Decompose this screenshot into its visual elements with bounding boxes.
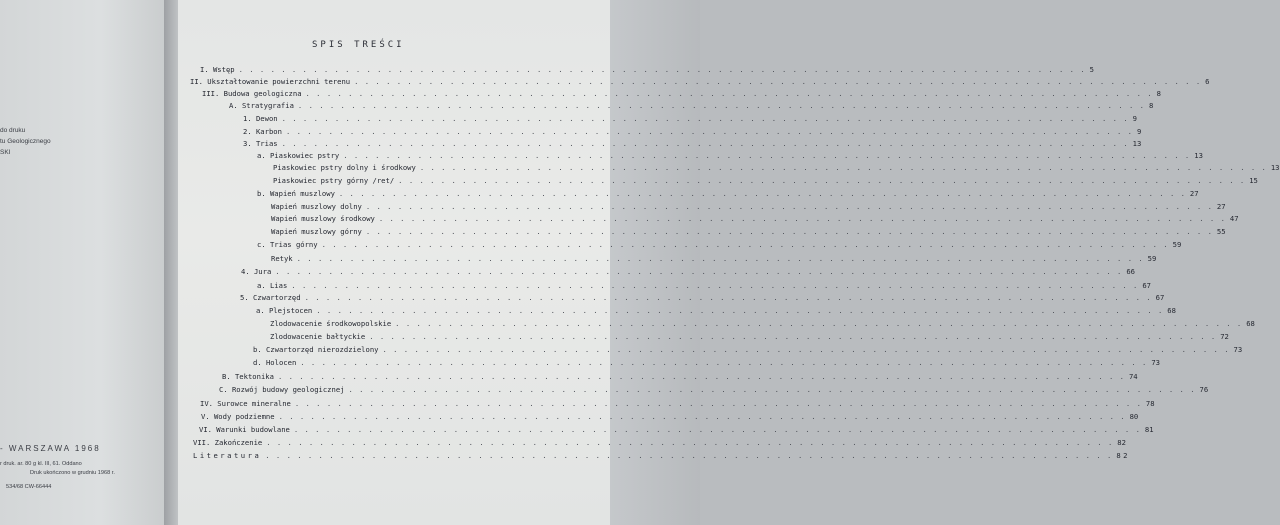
imprint-line-3: 534/68 CW-66444 [6, 484, 52, 490]
toc-entry-label: a. Lias [257, 281, 288, 290]
toc-leader-dots: . . . . . . . . . . . . . . . . . . . . . . . . . . . . . . . . . . . . . . . . . . . . . . . . . . . . . . . . . . . . . . . . . . . . . . . . . . . . . . . . [238, 65, 1086, 74]
toc-entry [243, 126, 1142, 138]
toc-entry-label: Retyk [271, 254, 293, 263]
toc-entry-page: 8 [1148, 101, 1154, 110]
toc-leader-dots: . . . . . . . . . . . . . . . . . . . . . . . . . . . . . . . . . . . . . . . . . . . . . . . . . . . . . . . . . . . . . . . . . . . . . . . . . . . . . . . . [395, 319, 1243, 328]
toc-entry [271, 226, 1226, 238]
toc-leader-dots: . . . . . . . . . . . . . . . . . . . . . . . . . . . . . . . . . . . . . . . . . . . . . . . . . . . . . . . . . . . . . . . . . . . . . . . . . . . . . . . . [277, 372, 1125, 381]
toc-entry-page: 81 [1144, 425, 1154, 434]
toc-entry [200, 64, 1094, 76]
toc-entry-label: 2. Karbon [243, 127, 282, 136]
toc-leader-dots: . . . . . . . . . . . . . . . . . . . . . . . . . . . . . . . . . . . . . . . . . . . . . . . . . . . . . . . . . . . . . . . . . . . . . . . . . . . . . . . . [398, 176, 1246, 185]
toc-leader-dots: . . . . . . . . . . . . . . . . . . . . . . . . . . . . . . . . . . . . . . . . . . . . . . . . . . . . . . . . . . . . . . . . . . . . . . . . . . . . . . . . [294, 399, 1142, 408]
toc-entry [222, 371, 1138, 383]
toc-entry [257, 188, 1199, 200]
toc-entry-page: 27 [1216, 202, 1226, 211]
toc-entry-page: 9 [1132, 114, 1137, 123]
toc-entry-label: II. Ukształtowanie powierzchni terenu [190, 77, 351, 86]
toc-entry-page: 8 [1156, 89, 1161, 98]
toc-entry-label: a. Piaskowiec pstry [257, 151, 340, 160]
toc-entry-label: C. Rozwój budowy geologicznej [219, 385, 345, 394]
toc-entry-label: VI. Warunki budowlane [199, 425, 290, 434]
toc-entry [241, 266, 1135, 278]
toc-entry-label: III. Budowa geologiczna [202, 89, 302, 98]
toc-entry [243, 113, 1137, 125]
toc-entry [253, 344, 1243, 356]
toc-leader-dots: . . . . . . . . . . . . . . . . . . . . . . . . . . . . . . . . . . . . . . . . . . . . . . . . . . . . . . . . . . . . . . . . . . . . . . . . . . . . . . . . [300, 358, 1148, 367]
toc-leader-dots: . . . . . . . . . . . . . . . . . . . . . . . . . . . . . . . . . . . . . . . . . . . . . . . . . . . . . . . . . . . . . . . . . . . . . . . . . . . . . . . . [265, 451, 1113, 460]
toc-entry [273, 175, 1258, 187]
toc-entry-label: Wapień muszlowy dolny [271, 202, 362, 211]
toc-entry-label: c. Trias górny [257, 240, 318, 249]
imprint-line-1: r druk. ar. 80 g kl. III, 61. Oddano [0, 461, 82, 467]
toc-entry [199, 424, 1154, 436]
toc-entry-page: 13 [1132, 139, 1142, 148]
toc-leader-dots: . . . . . . . . . . . . . . . . . . . . . . . . . . . . . . . . . . . . . . . . . . . . . . . . . . . . . . . . . . . . . . . . . . . . . . . . . . . . . . . . [338, 189, 1186, 198]
toc-entry-label: a. Plejstocen [256, 306, 313, 315]
toc-leader-dots: . . . . . . . . . . . . . . . . . . . . . . . . . . . . . . . . . . . . . . . . . . . . . . . . . . . . . . . . . . . . . . . . . . . . . . . . . . . . . . . . [281, 139, 1129, 148]
toc-leader-dots: . . . . . . . . . . . . . . . . . . . . . . . . . . . . . . . . . . . . . . . . . . . . . . . . . . . . . . . . . . . . . . . . . . . . . . . . . . . . . . . . [419, 163, 1267, 172]
toc-leader-dots: . . . . . . . . . . . . . . . . . . . . . . . . . . . . . . . . . . . . . . . . . . . . . . . . . . . . . . . . . . . . . . . . . . . . . . . . . . . . . . . . [285, 127, 1133, 136]
toc-leader-dots: . . . . . . . . . . . . . . . . . . . . . . . . . . . . . . . . . . . . . . . . . . . . . . . . . . . . . . . . . . . . . . . . . . . . . . . . . . . . . . . . [291, 281, 1139, 290]
toc-leader-dots: . . . . . . . . . . . . . . . . . . . . . . . . . . . . . . . . . . . . . . . . . . . . . . . . . . . . . . . . . . . . . . . . . . . . . . . . . . . . . . . . [348, 385, 1196, 394]
toc-entry-page: 72 [1220, 332, 1229, 341]
toc-entry [271, 213, 1239, 225]
toc-entry [229, 100, 1154, 112]
toc-entry-label: Zlodowacenie bałtyckie [270, 332, 366, 341]
toc-leader-dots: . . . . . . . . . . . . . . . . . . . . . . . . . . . . . . . . . . . . . . . . . . . . . . . . . . . . . . . . . . . . . . . . . . . . . . . . . . . . . . . . [293, 425, 1141, 434]
toc-leader-dots: . . . . . . . . . . . . . . . . . . . . . . . . . . . . . . . . . . . . . . . . . . . . . . . . . . . . . . . . . . . . . . . . . . . . . . . . . . . . . . . . [275, 267, 1123, 276]
toc-entry [240, 292, 1165, 304]
toc-entry-page: 6 [1205, 77, 1210, 86]
toc-entry [193, 437, 1126, 449]
toc-entry-label: 5. Czwartorzęd [240, 293, 301, 302]
toc-entry-label: Wapień muszlowy środkowy [271, 214, 375, 223]
toc-entry-label: 3. Trias [243, 139, 278, 148]
toc-entry-page: 55 [1216, 227, 1226, 236]
toc-entry [190, 76, 1210, 88]
toc-entry [273, 162, 1280, 174]
toc-entry-page: 59 [1172, 240, 1182, 249]
toc-entry-label: Wapień muszlowy górny [271, 227, 362, 236]
toc-entry [271, 201, 1226, 213]
toc-entry-label: Piaskowiec pstry górny /ret/ [273, 176, 395, 185]
toc-entry-page: 78 [1145, 399, 1155, 408]
toc-entry-label: Piaskowiec pstry dolny i środkowy [273, 163, 416, 172]
toc-entry-page: 67 [1155, 293, 1165, 302]
toc-leader-dots: . . . . . . . . . . . . . . . . . . . . . . . . . . . . . . . . . . . . . . . . . . . . . . . . . . . . . . . . . . . . . . . . . . . . . . . . . . . . . . . . [382, 345, 1230, 354]
toc-entry-label: A. Stratygrafia [229, 101, 294, 110]
toc-entry-page: 68 [1167, 306, 1176, 315]
toc-leader-dots: . . . . . . . . . . . . . . . . . . . . . . . . . . . . . . . . . . . . . . . . . . . . . . . . . . . . . . . . . . . . . . . . . . . . . . . . . . . . . . . . [304, 293, 1152, 302]
toc-entry [271, 253, 1157, 265]
toc-entry-page: 68 [1246, 319, 1255, 328]
toc-entry-label: Zlodowacenie środkowopolskie [270, 319, 392, 328]
toc-entry [270, 331, 1229, 343]
toc-leader-dots: . . . . . . . . . . . . . . . . . . . . . . . . . . . . . . . . . . . . . . . . . . . . . . . . . . . . . . . . . . . . . . . . . . . . . . . . . . . . . . . . [305, 89, 1153, 98]
toc-leader-dots: . . . . . . . . . . . . . . . . . . . . . . . . . . . . . . . . . . . . . . . . . . . . . . . . . . . . . . . . . . . . . . . . . . . . . . . . . . . . . . . . [354, 77, 1202, 86]
toc-entry-page: 73 [1151, 358, 1160, 367]
toc-entry-page: 47 [1229, 214, 1239, 223]
toc-entry [243, 138, 1142, 150]
toc-entry-page: 9 [1136, 127, 1142, 136]
toc-entry-label: IV. Surowce mineralne [200, 399, 291, 408]
toc-leader-dots: . . . . . . . . . . . . . . . . . . . . . . . . . . . . . . . . . . . . . . . . . . . . . . . . . . . . . . . . . . . . . . . . . . . . . . . . . . . . . . . . [297, 101, 1145, 110]
toc-entry-label: b. Czwartorzęd nierozdzielony [253, 345, 379, 354]
toc-entry [201, 411, 1139, 423]
left-page [0, 0, 168, 525]
toc-leader-dots: . . . . . . . . . . . . . . . . . . . . . . . . . . . . . . . . . . . . . . . . . . . . . . . . . . . . . . . . . . . . . . . . . . . . . . . . . . . . . . . . [281, 114, 1129, 123]
toc-entry [219, 384, 1209, 396]
toc-entry-page: 27 [1189, 189, 1199, 198]
imprint-line-2: Druk ukończono w grudniu 1968 r. [30, 470, 115, 476]
toc-entry-page: 67 [1142, 281, 1151, 290]
toc-entry [202, 88, 1161, 100]
toc-entry-label: 1. Dewon [243, 114, 278, 123]
toc-entry [257, 280, 1151, 292]
toc-entry-page: 59 [1147, 254, 1157, 263]
toc-entry-page: 73 [1233, 345, 1243, 354]
toc-entry-label: b. Wapień muszlowy [257, 189, 335, 198]
toc-entry-label: d. Holocen [253, 358, 297, 367]
toc-entry-label: B. Tektonika [222, 372, 274, 381]
toc-entry-page: 82 [1117, 438, 1126, 447]
toc-entry-page: 13 [1270, 163, 1280, 172]
toc-leader-dots: . . . . . . . . . . . . . . . . . . . . . . . . . . . . . . . . . . . . . . . . . . . . . . . . . . . . . . . . . . . . . . . . . . . . . . . . . . . . . . . . [378, 214, 1226, 223]
toc-entry-label: I. Wstęp [200, 65, 235, 74]
toc-entry-page: 74 [1128, 372, 1138, 381]
toc-leader-dots: . . . . . . . . . . . . . . . . . . . . . . . . . . . . . . . . . . . . . . . . . . . . . . . . . . . . . . . . . . . . . . . . . . . . . . . . . . . . . . . . [296, 254, 1144, 263]
toc-leader-dots: . . . . . . . . . . . . . . . . . . . . . . . . . . . . . . . . . . . . . . . . . . . . . . . . . . . . . . . . . . . . . . . . . . . . . . . . . . . . . . . . [365, 227, 1213, 236]
left-note-1: do druku [0, 127, 26, 134]
toc-entry-page: 82 [1116, 451, 1130, 460]
toc-leader-dots: . . . . . . . . . . . . . . . . . . . . . . . . . . . . . . . . . . . . . . . . . . . . . . . . . . . . . . . . . . . . . . . . . . . . . . . . . . . . . . . . [365, 202, 1213, 211]
toc-title: SPIS TREŚCI [312, 40, 405, 50]
toc-entry [193, 450, 1130, 462]
toc-entry [257, 150, 1203, 162]
toc-entry-label: Literatura [193, 451, 262, 460]
toc-entry [270, 318, 1255, 330]
toc-entry-label: 4. Jura [241, 267, 272, 276]
left-note-3: SKI [0, 149, 11, 156]
toc-entry-label: VII. Zakończenie [193, 438, 263, 447]
toc-entry-page: 66 [1126, 267, 1135, 276]
toc-entry-page: 5 [1089, 65, 1094, 74]
left-note-2: tu Geologicznego [0, 138, 51, 145]
toc-entry-page: 80 [1129, 412, 1139, 421]
toc-entry [200, 398, 1155, 410]
toc-leader-dots: . . . . . . . . . . . . . . . . . . . . . . . . . . . . . . . . . . . . . . . . . . . . . . . . . . . . . . . . . . . . . . . . . . . . . . . . . . . . . . . . [369, 332, 1217, 341]
toc-leader-dots: . . . . . . . . . . . . . . . . . . . . . . . . . . . . . . . . . . . . . . . . . . . . . . . . . . . . . . . . . . . . . . . . . . . . . . . . . . . . . . . . [321, 240, 1169, 249]
toc-entry-page: 15 [1249, 176, 1258, 185]
toc-leader-dots: . . . . . . . . . . . . . . . . . . . . . . . . . . . . . . . . . . . . . . . . . . . . . . . . . . . . . . . . . . . . . . . . . . . . . . . . . . . . . . . . [316, 306, 1164, 315]
toc-entry-page: 13 [1194, 151, 1203, 160]
toc-leader-dots: . . . . . . . . . . . . . . . . . . . . . . . . . . . . . . . . . . . . . . . . . . . . . . . . . . . . . . . . . . . . . . . . . . . . . . . . . . . . . . . . [343, 151, 1191, 160]
toc-entry-page: 76 [1199, 385, 1209, 394]
toc-leader-dots: . . . . . . . . . . . . . . . . . . . . . . . . . . . . . . . . . . . . . . . . . . . . . . . . . . . . . . . . . . . . . . . . . . . . . . . . . . . . . . . . [278, 412, 1126, 421]
toc-leader-dots: . . . . . . . . . . . . . . . . . . . . . . . . . . . . . . . . . . . . . . . . . . . . . . . . . . . . . . . . . . . . . . . . . . . . . . . . . . . . . . . . [266, 438, 1114, 447]
toc-entry [256, 305, 1176, 317]
city-line: - WARSZAWA 1968 [0, 444, 101, 453]
toc-entry [253, 357, 1160, 369]
toc-entry-label: V. Wody podziemne [201, 412, 275, 421]
toc-entry [257, 239, 1182, 251]
